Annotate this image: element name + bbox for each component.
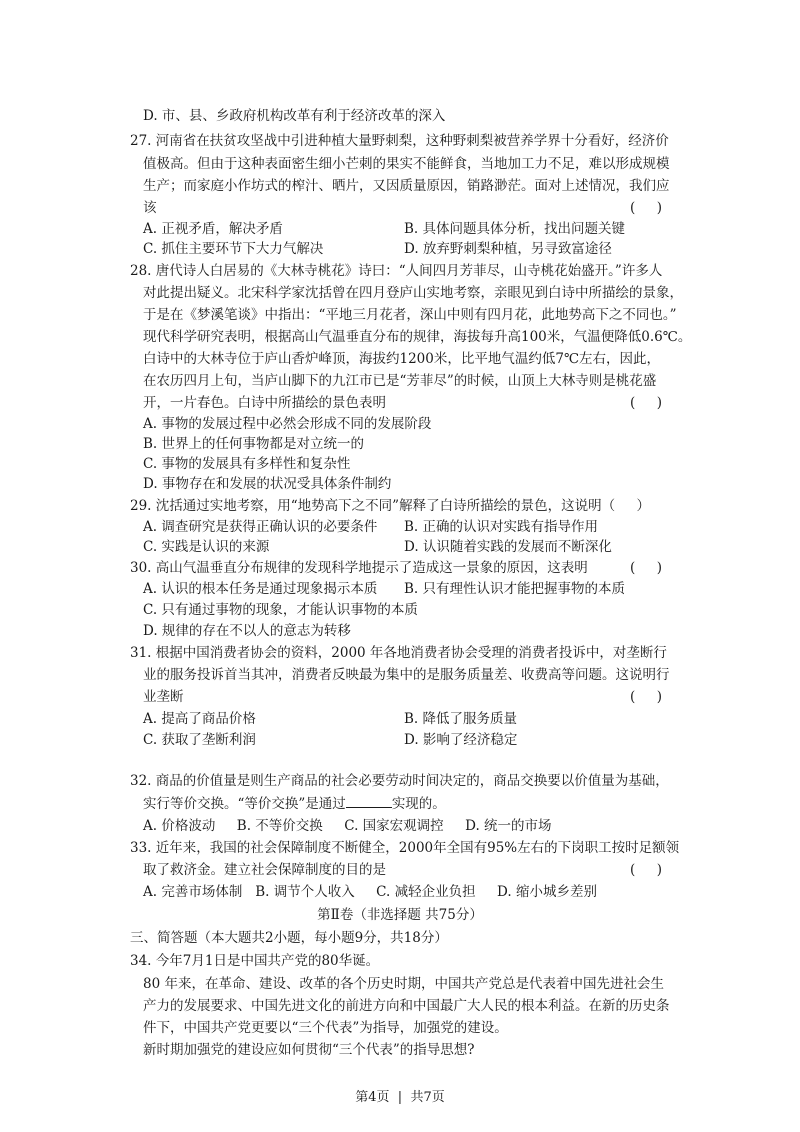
fill-in-blank	[346, 793, 392, 808]
q31-stem-line-1: 31. 根据中国消费者协会的资料，2000 年各地消费者协会受理的消费者投诉中，对垄断行	[130, 645, 667, 661]
q28-stem-line-4: 现代科学研究表明，根据高山气温垂直分布的规律，海拔每升高100米，气温便降低0.6℃。	[143, 329, 692, 345]
q28-option-b: B. 世界上的任何事物都是对立统一的	[143, 436, 365, 452]
q34-stem-line-1: 34. 今年7月1日是中国共产党的80华诞。	[130, 953, 380, 969]
q31-option-a: A. 提高了商品价格	[143, 711, 256, 727]
q31-option-b: B. 降低了服务质量	[404, 711, 518, 727]
q32-stem-line-2: 实行等价交换。“等价交换”是通过 实现的。	[143, 793, 446, 814]
q26-option-d: D. 市、县、乡政府机构改革有利于经济改革的深入	[143, 108, 446, 124]
section-3-heading: 三、简答题（本大题共2小题，每小题9分，共18分）	[130, 930, 448, 946]
q34-stem-line-2: 80 年来，在革命、建设、改革的各个历史时期，中国共产党总是代表着中国先进社会生	[143, 976, 664, 992]
q28-option-d: D. 事物存在和发展的状况受具体条件制约	[143, 476, 392, 492]
q27-stem-line-4: 该	[143, 200, 157, 216]
q27-stem-line-1: 27. 河南省在扶贫攻坚战中引进种植大量野刺梨，这种野刺梨被营养学界十分看好，经济价	[130, 133, 669, 149]
q32-stem-line-1: 32. 商品的价值量是则生产商品的社会必要劳动时间决定的，商品交换要以价值量为基础，	[130, 773, 669, 789]
q29-option-a: A. 调查研究是获得正确认识的必要条件	[143, 519, 378, 535]
q27-stem-line-2: 值极高。但由于这种表面密生细小芒刺的果实不能鲜食，当地加工力不足，难以形成规模	[143, 156, 670, 172]
part-2-heading: 第Ⅱ卷（非选择题 共75分）	[317, 907, 483, 923]
q27-stem-line-3: 生产；而家庭小作坊式的榨汁、晒片，又因质量原因，销路渺茫。面对上述情况，我们应	[143, 178, 670, 194]
q30-option-d: D. 规律的存在不以人的意志为转移	[143, 623, 351, 639]
q29-option-d: D. 认识随着实践的发展而不断深化	[404, 539, 612, 555]
q30-option-b: B. 只有理性认识才能把握事物的本质	[404, 581, 626, 597]
q29-option-c: C. 实践是认识的来源	[143, 539, 270, 555]
q27-option-d: D. 放弃野刺梨种植，另寻致富途径	[404, 241, 612, 257]
q28-stem-line-1: 28. 唐代诗人白居易的《大林寺桃花》诗曰：“人间四月芳菲尽，山寺桃花始盛开。”许多人	[130, 263, 663, 279]
q28-option-c: C. 事物的发展具有多样性和复杂性	[143, 456, 351, 472]
q30-stem: 30. 高山气温垂直分布规律的发现科学地提示了造成这一景象的原因，这表明	[130, 560, 588, 576]
page-footer: 第4页 | 共7页	[355, 1090, 445, 1105]
q30-option-a: A. 认识的根本任务是通过现象揭示本质	[143, 581, 378, 597]
q33-options: A. 完善市场体制 B. 调节个人收入 C. 减轻企业负担 D. 缩小城乡差别	[143, 884, 597, 900]
q27-option-a: A. 正视矛盾，解决矛盾	[143, 221, 283, 237]
q31-stem-line-3: 业垄断	[143, 689, 184, 705]
q28-answer-paren: ( )	[630, 395, 662, 411]
q27-option-c: C. 抓住主要环节下大力气解决	[143, 241, 324, 257]
q32-options: A. 价格波动 B. 不等价交换 C. 国家宏观调控 D. 统一的市场	[143, 818, 552, 834]
q28-stem-line-3: 于是在《梦溪笔谈》中指出：“平地三月花者，深山中则有四月花，此地势高下之不同也。”	[143, 307, 677, 323]
q27-option-b: B. 具体问题具体分析，找出问题关键	[404, 221, 626, 237]
q28-stem-line-7: 开，一片春色。白诗中所描绘的景色表明	[143, 395, 386, 411]
q30-answer-paren: ( )	[630, 560, 662, 576]
q34-stem-line-5: 新时期加强党的建设应如何贯彻“三个代表”的指导思想?	[143, 1042, 475, 1058]
q31-option-d: D. 影响了经济稳定	[404, 732, 518, 748]
q28-stem-line-2: 对此提出疑义。北宋科学家沈括曾在四月登庐山实地考察，亲眼见到白诗中所描绘的景象，	[143, 285, 683, 301]
q33-answer-paren: ( )	[630, 862, 662, 878]
q29-option-b: B. 正确的认识对实践有指导作用	[404, 519, 599, 535]
q28-option-a: A. 事物的发展过程中必然会形成不同的发展阶段	[143, 416, 432, 432]
q28-stem-line-6: 在农历四月上旬，当庐山脚下的九江市已是“芳菲尽”的时候，山顶上大林寺则是桃花盛	[143, 373, 657, 389]
q28-stem-line-5: 白诗中的大林寺位于庐山香炉峰顶，海拔约1200米，比平地气温约低7℃左右，因此，	[143, 351, 661, 367]
q31-option-c: C. 获取了垄断利润	[143, 732, 256, 748]
q34-stem-line-3: 产力的发展要求、中国先进文化的前进方向和中国最广大人民的根本利益。在新的历史条	[143, 998, 670, 1014]
q31-stem-line-2: 业的服务投诉首当其冲，消费者反映最为集中的是服务质量差、收费高等问题。这说明行	[143, 667, 670, 683]
q27-answer-paren: ( )	[630, 200, 662, 216]
q33-stem-line-1: 33. 近年来，我国的社会保障制度不断健全，2000年全国有95%左右的下岗职工按时足额领	[130, 840, 680, 856]
q29-stem: 29. 沈括通过实地考察，用“地势高下之不同”解释了白诗所描绘的景色，这说明（ ）	[130, 498, 651, 514]
q33-stem-line-2: 取了救济金。建立社会保障制度的目的是	[143, 862, 386, 878]
q30-option-c: C. 只有通过事物的现象，才能认识事物的本质	[143, 602, 418, 618]
q34-stem-line-4: 件下，中国共产党更要以“三个代表”为指导，加强党的建设。	[143, 1020, 508, 1036]
q31-answer-paren: ( )	[630, 689, 662, 705]
